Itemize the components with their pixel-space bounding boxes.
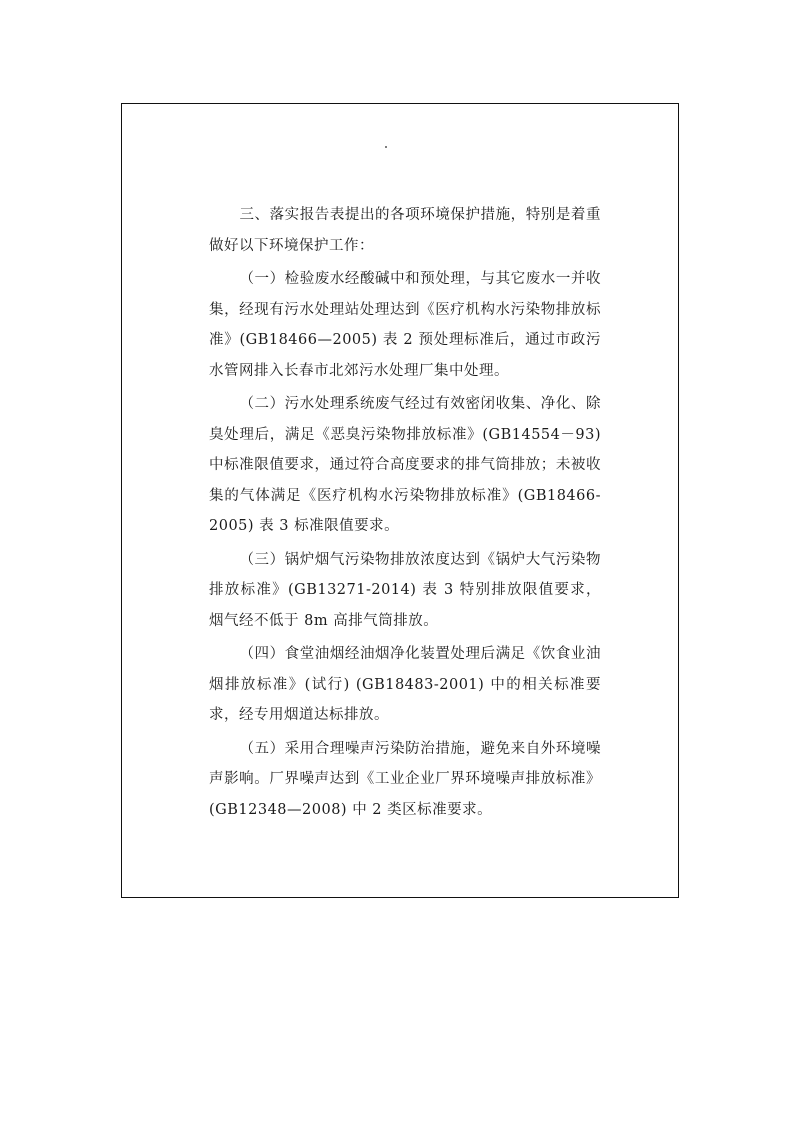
paragraph-item-4: （四）食堂油烟经油烟净化装置处理后满足《饮食业油烟排放标准》(试行) (GB18483-2001) 中的相关标准要求，经专用烟道达标排放。: [209, 646, 601, 723]
paragraph-item-1: （一）检验废水经酸碱中和预处理，与其它废水一并收集，经现有污水处理站处理达到《医疗机构水污染物排放标准》(GB18466—2005) 表 2 预处理标准后，通过市政污水管网排入长春市北郊污水处理厂集中处理。: [209, 271, 601, 379]
scan-speck: [385, 146, 387, 148]
paragraph-item-5: （五）采用合理噪声污染防治措施，避免来自外环境噪声影响。厂界噪声达到《工业企业厂界环境噪声排放标准》(GB12348—2008) 中 2 类区标准要求。: [209, 740, 601, 818]
document-body: [209, 200, 601, 825]
section-heading-paragraph: 三、落实报告表提出的各项环境保护措施，特别是着重做好以下环境保护工作：: [209, 207, 601, 254]
paragraph-item-3: （三）锅炉烟气污染物排放浓度达到《锅炉大气污染物排放标准》(GB13271-2014) 表 3 特别排放限值要求，烟气经不低于 8m 高排气筒排放。: [209, 551, 601, 629]
paragraph-item-2: （二）污水处理系统废气经过有效密闭收集、净化、除臭处理后，满足《恶臭污染物排放标准》(GB14554－93) 中标准限值要求，通过符合高度要求的排气筒排放；未被收集的气体满足《医疗机构水污染物排放标准》(GB18466-2005) 表 3 标准限值要求。: [209, 396, 601, 534]
